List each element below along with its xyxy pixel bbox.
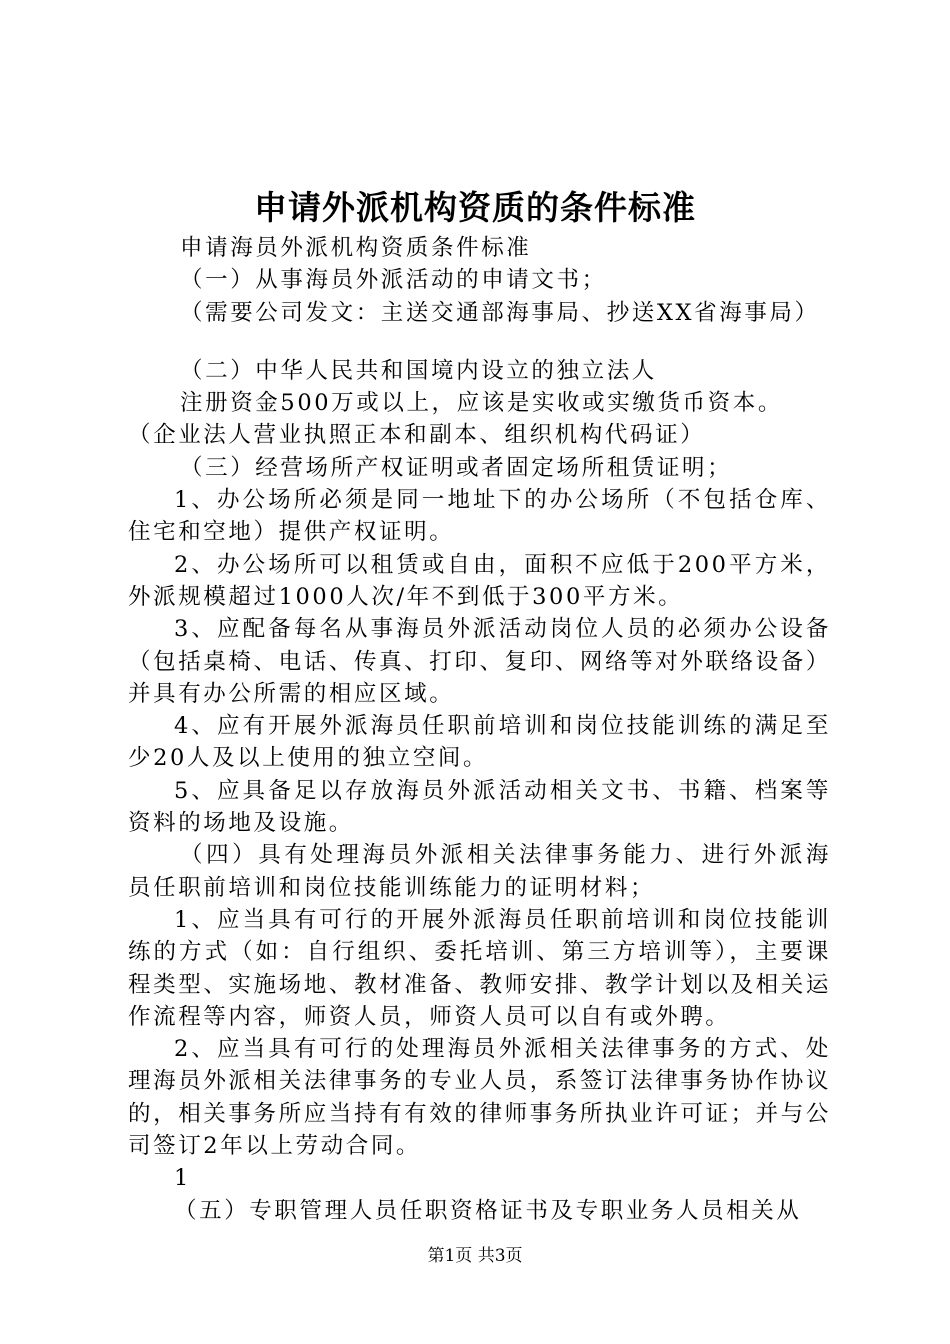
paragraph: （四）具有处理海员外派相关法律事务能力、进行外派海员任职前培训和岗位技能训练能力的证明材料；	[128, 842, 831, 901]
paragraph: （需要公司发文：主送交通部海事局、抄送XX省海事局）	[180, 299, 820, 326]
paragraph: （五）专职管理人员任职资格证书及专职业务人员相关从	[174, 1197, 802, 1224]
page-footer: 第1页 共3页	[427, 1246, 523, 1266]
paragraph: 4、应有开展外派海员任职前培训和岗位技能训练的满足至少20人及以上使用的独立空间。	[128, 713, 831, 772]
paragraph: 注册资金500万或以上，应该是实收或实缴货币资本。	[180, 390, 783, 417]
paragraph: 1、办公场所必须是同一地址下的办公场所（不包括仓库、住宅和空地）提供产权证明。	[128, 487, 831, 546]
paragraph: 2、办公场所可以租赁或自由，面积不应低于200平方米，外派规模超过1000人次/年不到低于300平方米。	[128, 551, 831, 610]
paragraph: 申请海员外派机构资质条件标准	[180, 235, 532, 261]
blank-line	[128, 329, 831, 355]
paragraph: （二）中华人民共和国境内设立的独立法人	[180, 357, 657, 384]
paragraph: 2、应当具有可行的处理海员外派相关法律事务的方式、处理海员外派相关法律事务的专业人员，系签订法律事务协作协议的，相关事务所应当持有有效的律师事务所执业许可证；并与公司签订2年以上劳动合同。	[128, 1036, 831, 1160]
document-title: 申请外派机构资质的条件标准	[254, 188, 696, 227]
paragraph: （三）经营场所产权证明或者固定场所租赁证明；	[180, 454, 733, 481]
paragraph: （企业法人营业执照正本和副本、组织机构代码证）	[128, 422, 706, 449]
paragraph: 1、应当具有可行的开展外派海员任职前培训和岗位技能训练的方式（如：自行组织、委托培训、第三方培训等），主要课程类型、实施场地、教材准备、教师安排、教学计划以及相关运作流程等内容，师资人员，师资人员可以自有或外聘。	[128, 906, 831, 1030]
paragraph: 1	[174, 1165, 191, 1192]
paragraph: （一）从事海员外派活动的申请文书；	[180, 267, 607, 294]
paragraph: 5、应具备足以存放海员外派活动相关文书、书籍、档案等资料的场地及设施。	[128, 777, 831, 837]
paragraph: 3、应配备每名从事海员外派活动岗位人员的必须办公设备（包括桌椅、电话、传真、打印、复印、网络等对外联络设备）并具有办公所需的相应区域。	[128, 616, 831, 707]
document-body	[128, 232, 831, 1227]
